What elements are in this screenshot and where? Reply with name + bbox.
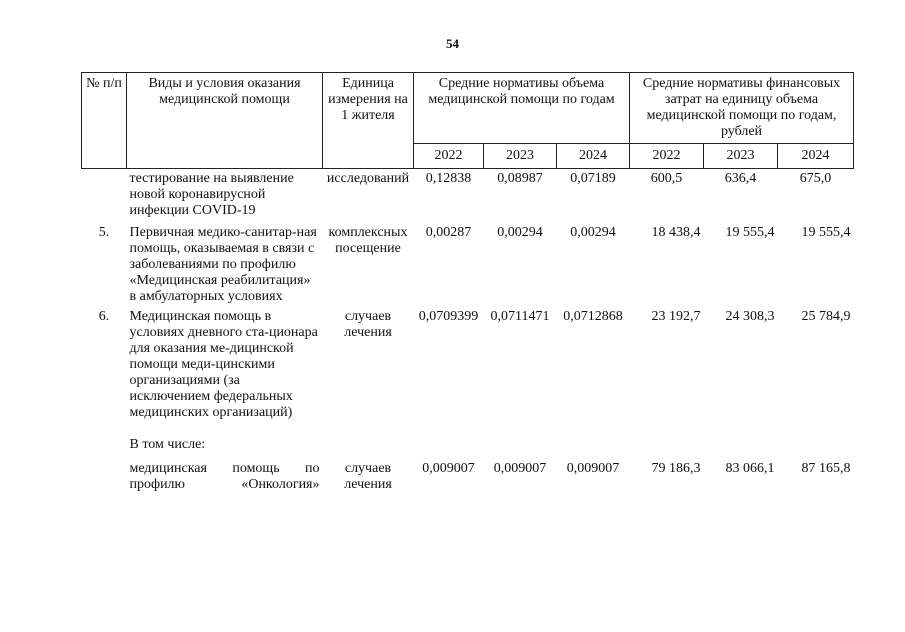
- table-row-oncology: [82, 455, 854, 495]
- page-number: 54: [446, 36, 459, 51]
- header-types: Виды и условия оказания медицинской помощи: [127, 73, 323, 169]
- row-vol-2023: 0,009007: [493, 461, 547, 476]
- table-row-subheading: [82, 423, 854, 455]
- header-vol-year-2024: 2024: [557, 144, 630, 169]
- row-num: 6.: [98, 309, 110, 324]
- table-row-day-hospital: [82, 307, 854, 423]
- row-unit: случаев лечения: [344, 309, 392, 340]
- row-fin-2023: 83 066,1: [725, 461, 775, 476]
- subheading: В том числе:: [129, 437, 206, 452]
- row-vol-2022: 0,0709399: [418, 309, 479, 324]
- header-vol-year-2023: 2023: [484, 144, 557, 169]
- row-name: Первичная медико-санитар-ная помощь, оказываемая в связи с заболеваниями по профилю «Медицинская реабилитация» в амбулаторных условиях: [129, 225, 317, 304]
- row-unit: исследований: [326, 171, 410, 186]
- norms-table: [81, 72, 854, 495]
- row-vol-2024: 0,07189: [570, 171, 616, 186]
- row-num: 5.: [98, 225, 110, 240]
- row-fin-2024: 87 165,8: [801, 461, 851, 476]
- row-fin-2023: 19 555,4: [725, 225, 775, 240]
- row-vol-2023: 0,08987: [497, 171, 543, 186]
- row-name: медицинская помощь по профилю «Онкология»: [129, 461, 320, 492]
- header-fin-year-2024: 2024: [778, 144, 854, 169]
- header-volume: Средние нормативы объема медицинской помощи по годам: [414, 73, 630, 144]
- header-fin-year-2022: 2022: [630, 144, 704, 169]
- row-fin-2023: 636,4: [724, 171, 757, 186]
- row-vol-2022: 0,12838: [425, 171, 472, 186]
- header-unit: Единица измерения на 1 жителя: [323, 73, 414, 169]
- row-name: тестирование на выявление новой коронавирусной инфекции COVID-19: [129, 171, 294, 218]
- row-vol-2023: 0,00294: [497, 225, 543, 240]
- row-fin-2022: 600,5: [650, 171, 683, 186]
- row-vol-2024: 0,009007: [566, 461, 620, 476]
- row-fin-2024: 19 555,4: [801, 225, 851, 240]
- row-fin-2023: 24 308,3: [725, 309, 775, 324]
- row-fin-2024: 25 784,9: [801, 309, 851, 324]
- row-fin-2022: 23 192,7: [651, 309, 701, 324]
- header-vol-year-2022: 2022: [414, 144, 484, 169]
- row-vol-2024: 0,0712868: [563, 309, 623, 324]
- row-vol-2022: 0,009007: [422, 461, 475, 476]
- row-name: Медицинская помощь в условиях дневного ста-ционара для оказания ме-дицинской помощи меди-цинскими организациями (за исключением федеральных медицинских организаций): [129, 309, 318, 420]
- row-fin-2022: 18 438,4: [651, 225, 701, 240]
- row-fin-2024: 675,0: [799, 171, 832, 186]
- table-row-covid-testing: [82, 169, 854, 222]
- row-unit: случаев лечения: [344, 461, 392, 492]
- row-num: [82, 169, 127, 222]
- row-vol-2023: 0,0711471: [490, 309, 550, 324]
- header-num: № п/п: [82, 73, 127, 169]
- row-unit: комплексных посещение: [328, 225, 408, 256]
- header-finance: Средние нормативы финансовых затрат на единицу объема медицинской помощи по годам, рублей: [630, 73, 854, 144]
- header-fin-year-2023: 2023: [704, 144, 778, 169]
- row-vol-2024: 0,00294: [570, 225, 616, 240]
- header-row-main: [82, 73, 854, 144]
- table-row-rehabilitation: [82, 223, 854, 307]
- row-vol-2022: 0,00287: [425, 225, 472, 240]
- row-fin-2022: 79 186,3: [651, 461, 701, 476]
